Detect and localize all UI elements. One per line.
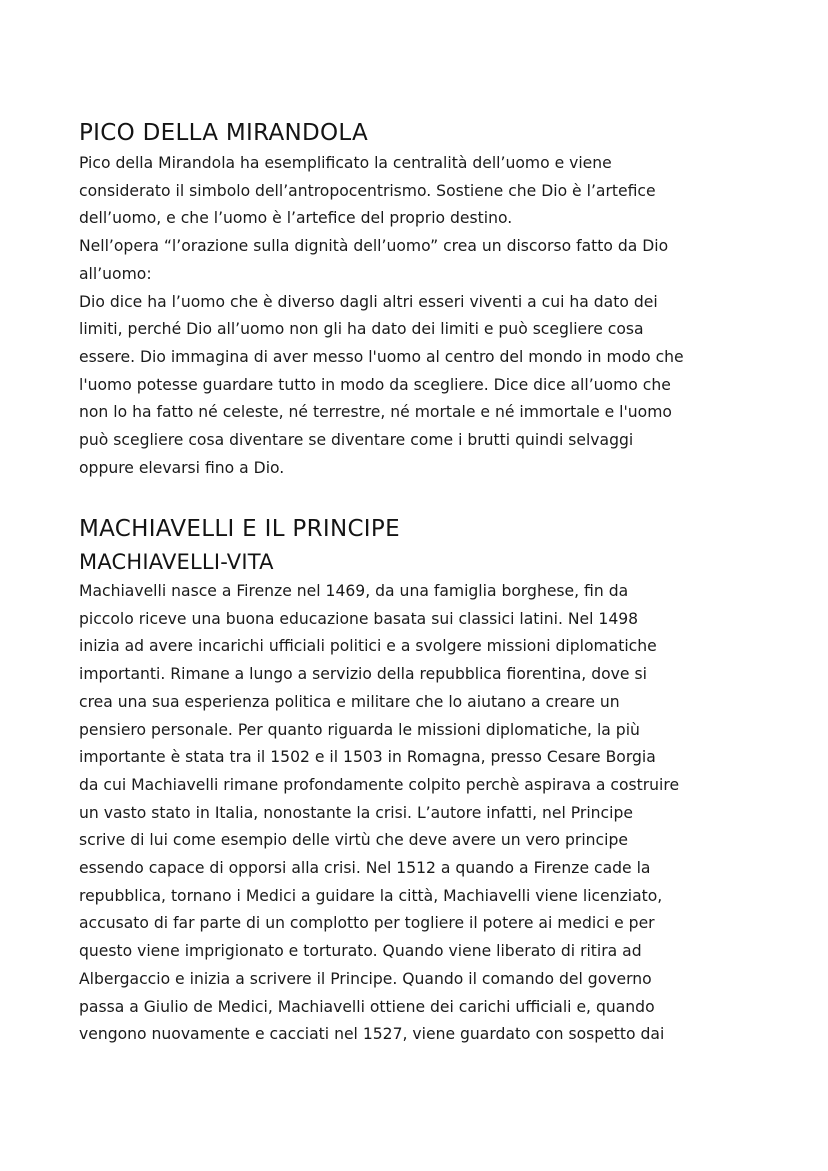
machiavelli-line: Machiavelli nasce a Firenze nel 1469, da una famiglia borghese, fin da xyxy=(79,582,629,600)
pico-line: Pico della Mirandola ha esemplificato la centralità dell’uomo e viene xyxy=(79,154,612,172)
machiavelli-line: repubblica, tornano i Medici a guidare la città, Machiavelli viene licenziato, xyxy=(79,886,663,905)
pico-line: può scegliere cosa diventare se diventare come i brutti quindi selvaggi xyxy=(79,431,634,450)
machiavelli-line: vengono nuovamente e cacciati nel 1527, viene guardato con sospetto dai xyxy=(79,1025,665,1044)
machiavelli-line: crea una sua esperienza politica e militare che lo aiutano a creare un xyxy=(79,692,620,711)
pico-line: l'uomo potesse guardare tutto in modo da scegliere. Dice dice all’uomo che xyxy=(79,375,671,394)
pico-heading: PICO DELLA MIRANDOLA xyxy=(79,120,369,146)
machiavelli-line: inizia ad avere incarichi ufficiali politici e a svolgere missioni diplomatiche xyxy=(79,637,657,656)
pico-line: non lo ha fatto né celeste, né terrestre, né mortale e né immortale e l'uomo xyxy=(79,403,672,422)
machiavelli-paragraph xyxy=(79,578,769,1049)
pico-line: Nell’opera “l’orazione sulla dignità dell’uomo” crea un discorso fatto da Dio xyxy=(79,237,669,256)
machiavelli-heading: MACHIAVELLI E IL PRINCIPE xyxy=(79,516,400,542)
pico-line: oppure elevarsi fino a Dio. xyxy=(79,458,285,477)
machiavelli-line: importanti. Rimane a lungo a servizio della repubblica fiorentina, dove si xyxy=(79,665,647,684)
machiavelli-line: piccolo riceve una buona educazione basata sui classici latini. Nel 1498 xyxy=(79,609,639,628)
pico-line: essere. Dio immagina di aver messo l'uomo al centro del mondo in modo che xyxy=(79,347,684,366)
pico-line: Dio dice ha l’uomo che è diverso dagli altri esseri viventi a cui ha dato dei xyxy=(79,292,658,311)
machiavelli-line: passa a Giulio de Medici, Machiavelli ottiene dei carichi ufficiali e, quando xyxy=(79,997,655,1016)
pico-line: all’uomo: xyxy=(79,264,152,283)
machiavelli-line: scrive di lui come esempio delle virtù che deve avere un vero principe xyxy=(79,831,628,850)
machiavelli-line: un vasto stato in Italia, nonostante la crisi. L’autore infatti, nel Principe xyxy=(79,803,633,822)
machiavelli-line: pensiero personale. Per quanto riguarda le missioni diplomatiche, la più xyxy=(79,720,640,739)
machiavelli-line: accusato di far parte di un complotto per togliere il potere ai medici e per xyxy=(79,914,655,933)
pico-section xyxy=(79,116,769,482)
machiavelli-section xyxy=(79,512,769,1049)
pico-line: dell’uomo, e che l’uomo è l’artefice del proprio destino. xyxy=(79,209,513,228)
machiavelli-subheading: MACHIAVELLI-VITA xyxy=(79,550,274,574)
pico-paragraph xyxy=(79,150,769,482)
pico-line: considerato il simbolo dell’antropocentrismo. Sostiene che Dio è l’artefice xyxy=(79,181,656,200)
machiavelli-line: da cui Machiavelli rimane profondamente colpito perchè aspirava a costruire xyxy=(79,775,680,794)
machiavelli-line: essendo capace di opporsi alla crisi. Nel 1512 a quando a Firenze cade la xyxy=(79,859,651,878)
machiavelli-line: questo viene imprigionato e torturato. Quando viene liberato di ritira ad xyxy=(79,942,642,961)
pico-line: limiti, perché Dio all’uomo non gli ha dato dei limiti e può scegliere cosa xyxy=(79,320,644,339)
machiavelli-line: importante è stata tra il 1502 e il 1503 in Romagna, presso Cesare Borgia xyxy=(79,748,656,767)
machiavelli-line: Albergaccio e inizia a scrivere il Principe. Quando il comando del governo xyxy=(79,969,652,988)
